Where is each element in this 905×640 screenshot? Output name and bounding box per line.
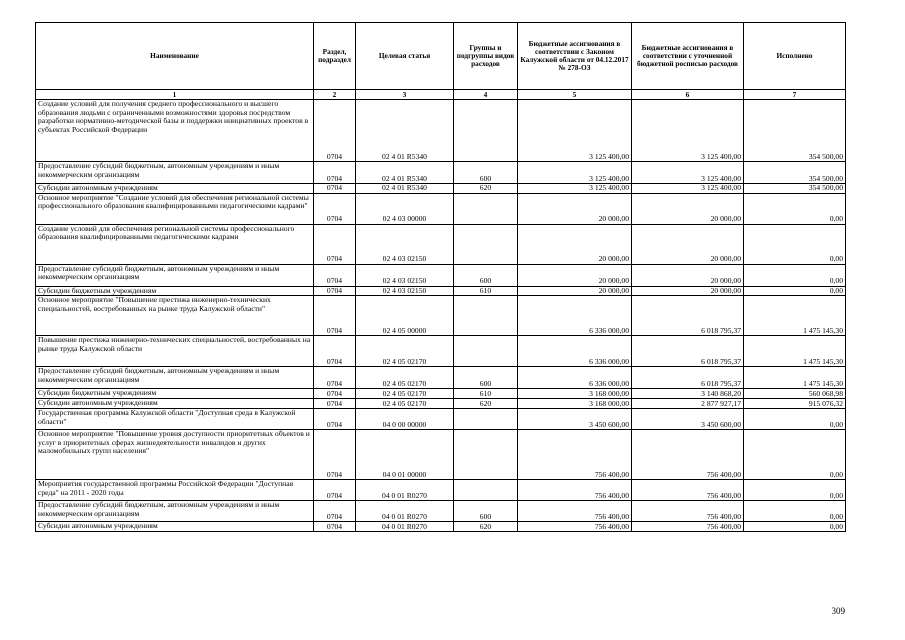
table-row [36, 224, 846, 264]
cell-name: Предоставление субсидий бюджетным, автономным учреждениям и иным некоммерческим организациям [36, 264, 314, 286]
table-row [36, 409, 846, 430]
header-group: Группы и подгруппы видов расходов [454, 23, 518, 90]
cell-budget-law: 756 400,00 [518, 522, 632, 532]
cell-budget-updated: 756 400,00 [632, 430, 744, 480]
cell-group: 610 [454, 389, 518, 399]
header-section: Раздел, подраздел [314, 23, 356, 90]
cell-budget-law: 3 125 400,00 [518, 162, 632, 184]
cell-article: 04 0 01 R0270 [356, 522, 454, 532]
cell-budget-law: 3 168 000,00 [518, 399, 632, 409]
cell-group [454, 224, 518, 264]
cell-section: 0704 [314, 399, 356, 409]
cell-group [454, 430, 518, 480]
cell-group [454, 296, 518, 336]
cell-budget-law: 756 400,00 [518, 430, 632, 480]
cell-budget-law: 6 336 000,00 [518, 367, 632, 389]
cell-article: 04 0 01 R0270 [356, 480, 454, 501]
cell-budget-law: 20 000,00 [518, 193, 632, 224]
cell-section: 0704 [314, 184, 356, 194]
cell-executed: 915 076,32 [744, 399, 846, 409]
cell-budget-updated: 6 018 795,37 [632, 336, 744, 367]
cell-section: 0704 [314, 389, 356, 399]
cell-section: 0704 [314, 286, 356, 296]
table-row [36, 296, 846, 336]
cell-group: 600 [454, 367, 518, 389]
cell-executed: 0,00 [744, 501, 846, 522]
cell-section: 0704 [314, 162, 356, 184]
cell-section: 0704 [314, 430, 356, 480]
cell-name: Основное мероприятие "Создание условий для обеспечения региональной системы профессионального образования квалифицированными педагогическими кадрами" [36, 193, 314, 224]
cell-budget-law: 6 336 000,00 [518, 296, 632, 336]
table-row [36, 501, 846, 522]
cell-budget-law: 20 000,00 [518, 286, 632, 296]
cell-budget-law: 3 125 400,00 [518, 184, 632, 194]
cell-executed: 354 500,00 [744, 162, 846, 184]
header-executed: Исполнено [744, 23, 846, 90]
cell-name: Создание условий для получения среднего профессионального и высшего образования людьми с ограниченными возможностями здоровья посредством разработки нормативно-методической базы и поддержки инициативных проектов в субъектах Российской Федерации [36, 100, 314, 162]
column-number: 1 [36, 90, 314, 100]
cell-name: Основное мероприятие "Повышение уровня доступности приоритетных объектов и услуг в приоритетных сферах жизнедеятельности инвалидов и других маломобильных групп населения" [36, 430, 314, 480]
cell-section: 0704 [314, 367, 356, 389]
cell-name: Основное мероприятие "Повышение престижа инженерно-технических специальностей, востребованных на рынке труда Калужской области" [36, 296, 314, 336]
cell-section: 0704 [314, 480, 356, 501]
cell-budget-updated: 3 140 868,20 [632, 389, 744, 399]
cell-budget-law: 3 450 600,00 [518, 409, 632, 430]
cell-article: 02 4 05 02170 [356, 399, 454, 409]
table-row [36, 184, 846, 194]
cell-name: Субсидии автономным учреждениям [36, 522, 314, 532]
page-number: 309 [831, 606, 845, 616]
cell-article: 02 4 03 00000 [356, 193, 454, 224]
cell-budget-updated: 20 000,00 [632, 193, 744, 224]
cell-executed: 0,00 [744, 480, 846, 501]
cell-executed: 354 500,00 [744, 184, 846, 194]
cell-name: Государственная программа Калужской области "Доступная среда в Калужской области" [36, 409, 314, 430]
column-number: 6 [632, 90, 744, 100]
table-row [36, 522, 846, 532]
header-name: Наименование [36, 23, 314, 90]
cell-section: 0704 [314, 264, 356, 286]
cell-budget-law: 756 400,00 [518, 480, 632, 501]
cell-article: 02 4 05 00000 [356, 296, 454, 336]
cell-executed: 0,00 [744, 522, 846, 532]
column-number: 3 [356, 90, 454, 100]
cell-executed: 0,00 [744, 264, 846, 286]
cell-article: 02 4 01 R5340 [356, 184, 454, 194]
cell-name: Субсидии автономным учреждениям [36, 399, 314, 409]
table-row [36, 193, 846, 224]
cell-group: 620 [454, 399, 518, 409]
cell-name: Повышение престижа инженерно-технических специальностей, востребованных на рынке труда Калужской области [36, 336, 314, 367]
cell-section: 0704 [314, 296, 356, 336]
table-row [36, 389, 846, 399]
cell-article: 04 0 00 00000 [356, 409, 454, 430]
table-body [36, 100, 846, 532]
cell-executed: 1 475 145,30 [744, 367, 846, 389]
cell-budget-updated: 3 125 400,00 [632, 184, 744, 194]
cell-article: 02 4 03 02150 [356, 224, 454, 264]
header-article: Целевая статья [356, 23, 454, 90]
cell-article: 02 4 05 02170 [356, 389, 454, 399]
cell-budget-updated: 756 400,00 [632, 522, 744, 532]
cell-budget-updated: 20 000,00 [632, 286, 744, 296]
cell-group: 600 [454, 501, 518, 522]
table-row [36, 367, 846, 389]
cell-budget-law: 20 000,00 [518, 264, 632, 286]
cell-name: Предоставление субсидий бюджетным, автономным учреждениям и иным некоммерческим организациям [36, 501, 314, 522]
table-row [36, 100, 846, 162]
table-row [36, 430, 846, 480]
cell-budget-updated: 20 000,00 [632, 264, 744, 286]
cell-group [454, 480, 518, 501]
cell-executed: 0,00 [744, 224, 846, 264]
cell-budget-law: 3 125 400,00 [518, 100, 632, 162]
cell-article: 02 4 03 02150 [356, 264, 454, 286]
cell-name: Предоставление субсидий бюджетным, автономным учреждениям и иным некоммерческим организациям [36, 367, 314, 389]
cell-budget-updated: 3 450 600,00 [632, 409, 744, 430]
cell-name: Создание условий для обеспечения региональной системы профессионального образования квалифицированными педагогическими кадрами [36, 224, 314, 264]
cell-group: 620 [454, 184, 518, 194]
cell-group [454, 336, 518, 367]
cell-name: Субсидии бюджетным учреждениям [36, 286, 314, 296]
cell-section: 0704 [314, 522, 356, 532]
cell-section: 0704 [314, 501, 356, 522]
cell-group [454, 100, 518, 162]
cell-executed: 0,00 [744, 286, 846, 296]
cell-budget-updated: 2 877 927,17 [632, 399, 744, 409]
header-budget-updated: Бюджетные ассигнования в соответствии с уточненной бюджетной росписью расходов [632, 23, 744, 90]
cell-article: 02 4 01 R5340 [356, 162, 454, 184]
cell-article: 02 4 01 R5340 [356, 100, 454, 162]
cell-budget-law: 3 168 000,00 [518, 389, 632, 399]
cell-section: 0704 [314, 193, 356, 224]
cell-name: Мероприятия государственной программы Российской Федерации "Доступная среда" на 2011 - 2020 годы [36, 480, 314, 501]
cell-executed: 0,00 [744, 430, 846, 480]
budget-table [35, 22, 846, 532]
table-row [36, 336, 846, 367]
cell-name: Субсидии автономным учреждениям [36, 184, 314, 194]
column-number: 5 [518, 90, 632, 100]
cell-group: 600 [454, 264, 518, 286]
cell-article: 02 4 05 02170 [356, 367, 454, 389]
table-header [36, 23, 846, 100]
cell-name: Субсидии бюджетным учреждениям [36, 389, 314, 399]
cell-name: Предоставление субсидий бюджетным, автономным учреждениям и иным некоммерческим организациям [36, 162, 314, 184]
cell-group [454, 193, 518, 224]
cell-executed: 1 475 145,30 [744, 296, 846, 336]
cell-budget-updated: 756 400,00 [632, 501, 744, 522]
cell-group: 600 [454, 162, 518, 184]
cell-budget-updated: 20 000,00 [632, 224, 744, 264]
table-row [36, 162, 846, 184]
cell-executed: 0,00 [744, 193, 846, 224]
cell-budget-law: 6 336 000,00 [518, 336, 632, 367]
cell-budget-updated: 3 125 400,00 [632, 162, 744, 184]
table-row [36, 480, 846, 501]
cell-executed: 0,00 [744, 409, 846, 430]
cell-budget-updated: 3 125 400,00 [632, 100, 744, 162]
header-budget-law: Бюджетные ассигнования в соответствии с Законом Калужской области от 04.12.2017 № 278-ОЗ [518, 23, 632, 90]
column-number: 2 [314, 90, 356, 100]
cell-article: 04 0 01 R0270 [356, 501, 454, 522]
cell-budget-updated: 6 018 795,37 [632, 296, 744, 336]
cell-section: 0704 [314, 100, 356, 162]
cell-group: 620 [454, 522, 518, 532]
table-row [36, 264, 846, 286]
cell-executed: 1 475 145,30 [744, 336, 846, 367]
cell-section: 0704 [314, 336, 356, 367]
column-number: 7 [744, 90, 846, 100]
cell-executed: 354 500,00 [744, 100, 846, 162]
cell-article: 04 0 01 00000 [356, 430, 454, 480]
cell-section: 0704 [314, 409, 356, 430]
cell-article: 02 4 05 02170 [356, 336, 454, 367]
cell-article: 02 4 03 02150 [356, 286, 454, 296]
column-number-row [36, 90, 846, 100]
table-row [36, 399, 846, 409]
cell-group [454, 409, 518, 430]
column-number: 4 [454, 90, 518, 100]
cell-budget-law: 756 400,00 [518, 501, 632, 522]
cell-budget-updated: 6 018 795,37 [632, 367, 744, 389]
cell-executed: 560 068,98 [744, 389, 846, 399]
cell-group: 610 [454, 286, 518, 296]
cell-budget-law: 20 000,00 [518, 224, 632, 264]
cell-budget-updated: 756 400,00 [632, 480, 744, 501]
cell-section: 0704 [314, 224, 356, 264]
header-row [36, 23, 846, 90]
table-row [36, 286, 846, 296]
